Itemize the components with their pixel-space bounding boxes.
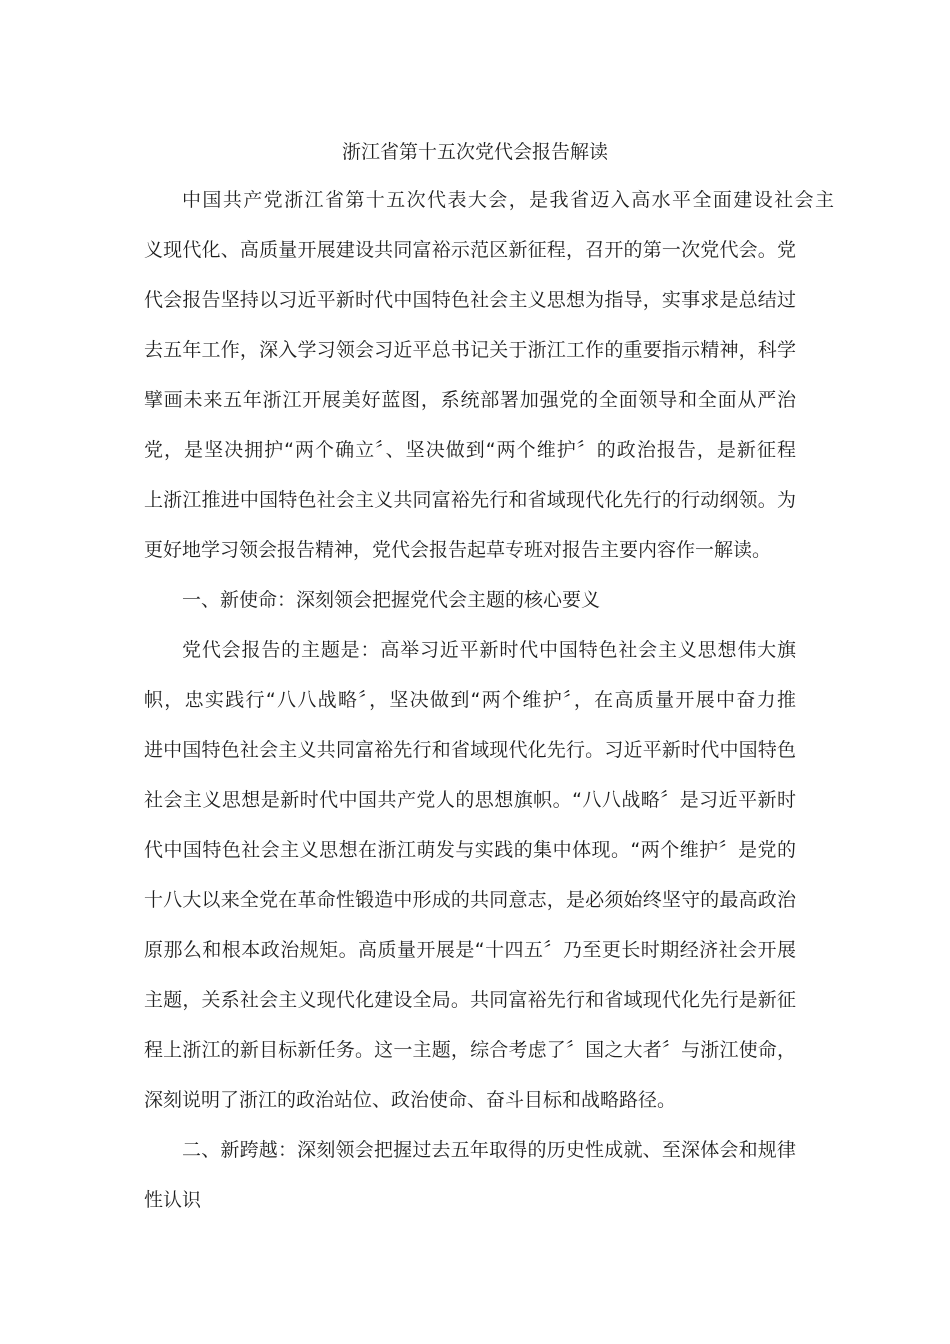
text-line: 主题，关系社会主义现代化建设全局。共同富裕先行和省域现代化先行是新征 [144,989,796,1011]
text-line: 进中国特色社会主义共同富裕先行和省域现代化先行。习近平新时代中国特色 [144,739,796,761]
text-line: 中国共产党浙江省第十五次代表大会，是我省迈入高水平全面建设社会主 [182,189,834,211]
text-line: 党代会报告的主题是：高举习近平新时代中国特色社会主义思想伟大旗 [182,639,796,661]
text-line: 深刻说明了浙江的政治站位、政治使命、奋斗目标和战略路径。 [144,1089,677,1111]
text-line: 帜，忠实践行“八八战略〞，坚决做到“两个维护〞，在高质量开展中奋力推 [144,689,796,711]
section-heading-continued: 性认识 [144,1189,202,1211]
section-heading: 一、新使命：深刻领会把握党代会主题的核心要义 [182,589,601,611]
document-title: 浙江省第十五次党代会报告解读 [341,141,608,163]
text-line: 义现代化、高质量开展建设共同富裕示范区新征程，召开的第一次党代会。党 [144,239,796,261]
text-line: 社会主义思想是新时代中国共产党人的思想旗帜。“八八战略〞是习近平新时 [144,789,796,811]
text-line: 上浙江推进中国特色社会主义共同富裕先行和省域现代化先行的行动纲领。为 [144,489,796,511]
text-line: 程上浙江的新目标新任务。这一主题，综合考虑了〞国之大者〞与浙江使命， [144,1039,796,1061]
text-line: 代中国特色社会主义思想在浙江萌发与实践的集中体现。“两个维护〞是党的 [144,839,796,861]
text-line: 擘画未来五年浙江开展美好蓝图，系统部署加强党的全面领导和全面从严治 [144,389,796,411]
text-line: 更好地学习领会报告精神，党代会报告起草专班对报告主要内容作一解读。 [144,539,772,561]
section-heading: 二、新跨越：深刻领会把握过去五年取得的历史性成就、至深体会和规律 [182,1139,796,1161]
text-line: 原那么和根本政治规矩。高质量开展是“十四五〞乃至更长时期经济社会开展 [144,939,796,961]
text-line: 十八大以来全党在革命性锻造中形成的共同意志，是必须始终坚守的最高政治 [144,889,796,911]
text-line: 党，是坚决拥护“两个确立〞、坚决做到“两个维护〞的政治报告，是新征程 [144,439,796,461]
text-line: 代会报告坚持以习近平新时代中国特色社会主义思想为指导，实事求是总结过 [144,289,796,311]
text-line: 去五年工作，深入学习领会习近平总书记关于浙江工作的重要指示精神，科学 [144,339,796,361]
